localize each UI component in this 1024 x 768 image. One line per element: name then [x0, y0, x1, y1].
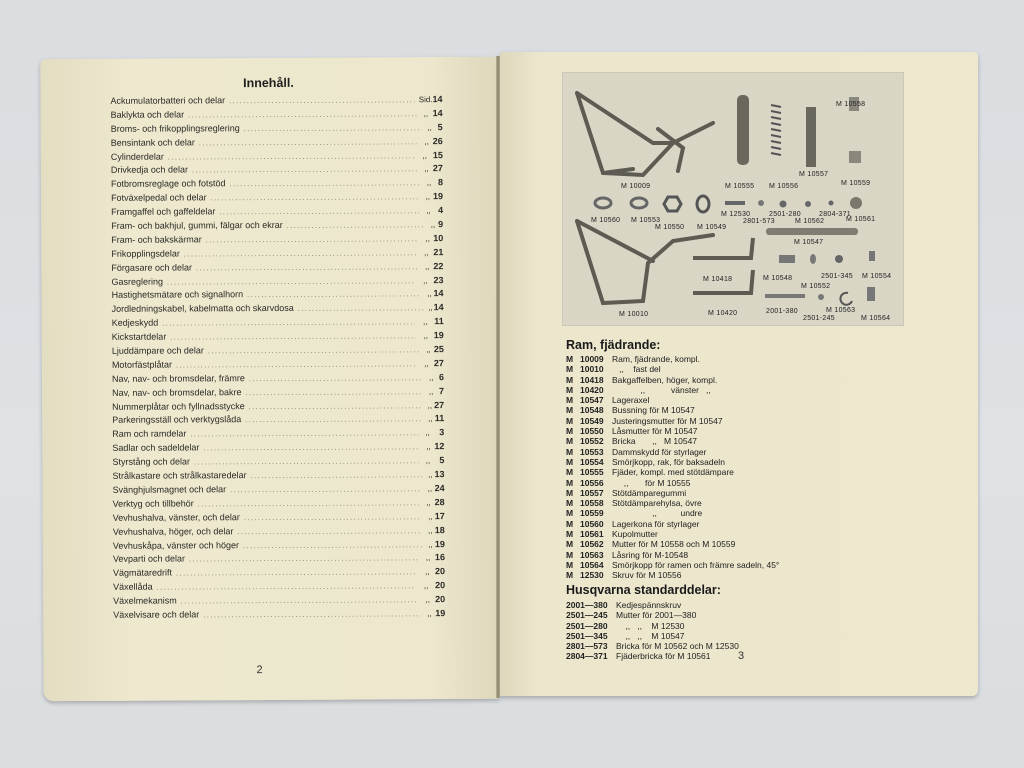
toc-entry-label: Framgaffel och gaffeldelar: [111, 206, 216, 217]
leader-dots: [230, 486, 421, 494]
leader-dots: [184, 250, 417, 258]
standard-part-code: 2501—280: [566, 620, 608, 631]
toc-entry-page: 14: [433, 302, 444, 313]
part-description: ,, för M 10555: [612, 477, 691, 488]
part-number: 10009: [580, 354, 604, 364]
part-prefix: M: [566, 477, 574, 488]
part-number: 10562: [580, 539, 604, 550]
toc-entry-label: Växellåda: [113, 581, 153, 592]
part-prefix: M: [566, 415, 574, 426]
toc-entry-page: 23: [433, 274, 444, 285]
part-label: M 10010: [619, 311, 649, 318]
part-label: 2801-573: [743, 218, 775, 225]
leader-dots: [157, 583, 416, 591]
part-label: M 12530: [721, 211, 751, 218]
part-label: M 10550: [655, 224, 685, 231]
part-label: M 10009: [621, 183, 651, 190]
toc-entry-page: 19: [433, 330, 444, 341]
part-row: [566, 426, 779, 436]
leader-dots: [245, 417, 422, 425]
page-number-left: 2: [256, 664, 263, 677]
part-prefix: M: [566, 374, 574, 385]
standard-part-row: [566, 610, 739, 620]
part-description: Smörjkopp för ramen och främre sadeln, 45°: [612, 559, 780, 570]
part-description: Stötdämparehylsa, övre: [612, 498, 702, 509]
toc-entry: [113, 608, 445, 624]
standard-part-code: 2501—245: [566, 610, 608, 621]
leader-dots: [203, 444, 419, 452]
part-number: 10547: [580, 395, 604, 406]
part-label: M 10564: [861, 315, 891, 322]
parts-list-frame: [566, 354, 779, 581]
toc-entry-label: Ljuddämpare och delar: [111, 345, 204, 356]
leader-dots: [211, 194, 419, 202]
leader-dots: [168, 153, 415, 161]
toc-entry-page: 8: [437, 177, 444, 188]
part-description: Smörjkopp, rak, för baksadeln: [612, 456, 725, 467]
part-row: [566, 508, 779, 518]
toc-entry-page: 14: [433, 288, 444, 299]
leader-dots: [199, 139, 418, 147]
toc-entry-page: 27: [432, 163, 443, 174]
part-prefix: M: [566, 436, 574, 447]
parts-list-standard: [566, 600, 739, 662]
part-number: 10560: [580, 518, 604, 529]
frame-drawing-icon: [563, 73, 903, 325]
leader-dots: [170, 333, 416, 341]
standard-part-row: [566, 600, 739, 610]
toc-sid-marker: ,,: [427, 122, 432, 132]
standard-part-row: [566, 641, 739, 651]
standard-part-row: [566, 651, 739, 661]
toc-sid-marker: ,,: [422, 317, 428, 327]
toc-entry-label: Vevhushalva, vänster, och delar: [112, 511, 240, 523]
toc-entry-label: Fram- och bakskärmar: [111, 234, 202, 245]
part-description: Mutter för M 10558 och M 10559: [612, 539, 736, 550]
part-prefix: M: [566, 384, 574, 395]
part-prefix: M: [566, 364, 574, 375]
part-description: Lagerkona för styrlager: [612, 518, 700, 529]
part-label: M 10563: [826, 307, 856, 314]
part-label: M 10559: [841, 180, 871, 187]
part-row: [566, 364, 779, 374]
part-prefix: M: [566, 446, 574, 457]
toc-entry-page: 26: [432, 135, 443, 146]
part-label: M 10560: [591, 217, 621, 224]
part-prefix: M: [566, 487, 574, 498]
toc-entry-page: 27: [433, 358, 444, 369]
toc-entry-page: 12: [434, 441, 445, 452]
standard-part-description: ,, ,, M 10547: [616, 630, 685, 641]
leader-dots: [287, 222, 426, 230]
part-label: 2501-245: [803, 315, 835, 322]
toc-entry-page: 22: [433, 260, 444, 271]
page-number-right: 3: [738, 650, 745, 662]
part-row: [566, 375, 779, 385]
toc-sid-marker: ,,: [428, 414, 433, 424]
part-number: 10548: [580, 405, 604, 416]
part-row: [566, 436, 779, 446]
part-label: 2804-371: [819, 211, 851, 218]
part-prefix: M: [566, 549, 574, 560]
part-description: Stötdämparegummi: [612, 487, 687, 498]
toc-sid-marker: ,,: [426, 497, 431, 508]
toc-entry-page: 14: [432, 94, 443, 105]
standard-part-code: 2804—371: [566, 651, 608, 662]
leader-dots: [244, 125, 422, 133]
toc-entry-label: Kedjeskydd: [111, 317, 159, 329]
part-row: [566, 498, 779, 508]
toc-entry-page: 15: [432, 149, 443, 160]
toc-sid-marker: ,,: [424, 247, 429, 257]
toc-sid-marker: ,,: [425, 234, 430, 244]
part-number: 10010: [580, 364, 604, 375]
toc-entry-label: Fotbromsreglage och fotstöd: [110, 178, 226, 190]
leader-dots: [229, 97, 415, 105]
toc-entry-page: 11: [434, 413, 445, 424]
part-label: 2501-280: [769, 211, 801, 218]
part-label: M 10556: [769, 183, 799, 190]
leader-dots: [162, 319, 415, 327]
leader-dots: [251, 472, 423, 480]
toc-entry-label: Svänghjulsmagnet och delar: [112, 484, 227, 495]
part-prefix: M: [566, 518, 574, 529]
leader-dots: [198, 500, 419, 508]
part-description: Bakgaffelben, höger, kompl.: [612, 374, 718, 385]
section-title-frame: Ram, fjädrande:: [566, 338, 661, 352]
standard-part-description: Mutter för 2001—380: [616, 610, 697, 621]
toc-entry-page: 9: [438, 219, 444, 230]
part-prefix: M: [566, 405, 574, 416]
toc-sid-marker: ,,: [425, 567, 430, 577]
leader-dots: [219, 208, 419, 216]
toc-entry-label: Kickstartdelar: [111, 331, 167, 342]
toc-sid-marker: ,,: [428, 511, 433, 521]
toc-entry-label: Ackumulatorbatteri och delar: [110, 95, 226, 106]
part-description: ,, undre: [612, 508, 703, 519]
toc-sid-marker: ,,: [427, 400, 433, 410]
part-label: M 10555: [725, 183, 755, 190]
part-description: Bricka ,, M 10547: [612, 436, 698, 447]
leader-dots: [176, 361, 417, 369]
toc-entry-label: Sadlar och sadeldelar: [112, 442, 200, 454]
standard-part-code: 2501—345: [566, 630, 608, 641]
toc-entry-label: Frikopplingsdelar: [111, 248, 180, 259]
part-label: M 10548: [763, 275, 793, 282]
part-label: M 10418: [703, 276, 733, 283]
leader-dots: [203, 611, 420, 619]
part-number: 10564: [580, 559, 604, 570]
part-prefix: M: [566, 559, 574, 570]
toc-entry-page: 19: [434, 538, 445, 549]
standard-part-description: Fjäderbricka för M 10561: [616, 651, 711, 662]
toc-entry-label: Fotväxelpedal och delar: [111, 192, 207, 204]
standard-part-code: 2801—573: [566, 641, 608, 652]
part-label: M 10558: [836, 101, 866, 108]
toc-entry-label: Gasreglering: [111, 276, 164, 287]
leader-dots: [196, 264, 418, 272]
leader-dots: [188, 111, 416, 119]
toc-entry-label: Motorfästplåtar: [111, 359, 172, 370]
part-row: [566, 467, 779, 477]
leader-dots: [194, 458, 419, 466]
right-page: [500, 52, 978, 696]
leader-dots: [190, 431, 418, 439]
toc-sid-marker: ,,: [426, 178, 432, 188]
toc-sid-marker: ,,: [423, 581, 429, 591]
part-number: 10549: [580, 415, 604, 426]
part-description: Lageraxel: [612, 395, 650, 406]
part-number: 10550: [580, 426, 604, 437]
toc-entry-label: Förgasare och delar: [111, 262, 192, 273]
part-number: 10563: [580, 549, 604, 560]
leader-dots: [230, 181, 421, 189]
toc-entry-page: 19: [435, 608, 446, 619]
part-description: ,, vänster ,,: [612, 384, 711, 395]
toc-sid-marker: ,,: [426, 442, 431, 452]
leader-dots: [249, 375, 423, 383]
part-label: M 10561: [846, 216, 876, 223]
toc-sid-marker: ,,: [423, 275, 428, 285]
leader-dots: [176, 570, 417, 578]
toc-sid-marker: ,,: [428, 303, 433, 313]
part-label: 2501-345: [821, 273, 853, 280]
part-number: 10554: [580, 456, 604, 467]
part-label: M 10562: [795, 218, 825, 225]
toc-entry-page: 18: [434, 524, 445, 535]
part-row: [566, 416, 779, 426]
part-prefix: M: [566, 570, 574, 581]
toc-sid-marker: ,,: [427, 289, 432, 299]
part-number: 10418: [580, 374, 604, 385]
leader-dots: [206, 236, 419, 244]
toc-sid-marker: ,,: [425, 595, 431, 605]
leader-dots: [208, 347, 419, 355]
part-description: Bussning för M 10547: [612, 405, 695, 416]
toc-entry-label: Strålkastare och strålkastaredelar: [112, 470, 247, 481]
toc-sid-marker: ,,: [430, 220, 436, 230]
toc-entry-page: 27: [434, 399, 445, 410]
leader-dots: [189, 556, 419, 564]
standard-part-code: 2001—380: [566, 600, 608, 610]
part-label: M 10547: [794, 239, 824, 246]
part-description: Kupolmutter: [612, 529, 658, 540]
toc-entry-page: 19: [433, 191, 444, 202]
toc-entry-label: Styrstång och delar: [112, 456, 191, 467]
toc-sid-marker: ,,: [424, 164, 429, 174]
part-label: M 10554: [862, 273, 892, 280]
leader-dots: [192, 167, 417, 175]
part-prefix: M: [566, 395, 574, 406]
toc-entry-label: Vevhuskåpa, vänster och höger: [112, 539, 239, 551]
toc-entry-page: 5: [439, 455, 445, 466]
toc-sid-marker: ,,: [428, 470, 433, 480]
toc-entry-page: 3: [439, 427, 445, 438]
toc-entry-label: Växelmekanism: [113, 595, 177, 606]
toc-sid-marker: ,,: [427, 609, 432, 619]
part-row: [566, 478, 779, 488]
toc-entry-label: Växelvisare och delar: [113, 609, 200, 620]
part-row: [566, 457, 779, 467]
toc-sid-marker: ,,: [426, 206, 431, 216]
leader-dots: [249, 403, 422, 411]
parts-illustration: [562, 72, 904, 326]
toc-entry-label: Nav, nav- och bromsdelar, bakre: [112, 386, 242, 398]
standard-part-description: Bricka för M 10562 och M 12530: [616, 641, 739, 652]
toc-entry-label: Cylinderdelar: [110, 151, 164, 162]
part-number: 10558: [580, 498, 604, 509]
toc-sid-marker: ,,: [424, 261, 430, 271]
part-label: M 10552: [801, 283, 831, 290]
toc-entry-page: 11: [434, 316, 444, 327]
left-page: [40, 57, 499, 701]
toc-entry-page: 24: [434, 483, 445, 494]
toc-entry-label: Baklykta och delar: [110, 109, 185, 120]
part-description: Låsring för M-10548: [612, 549, 689, 560]
toc-sid-marker: ,,: [425, 553, 431, 563]
part-row: [566, 519, 779, 529]
toc-sid-marker: ,,: [427, 484, 433, 494]
toc-entry-label: Verktyg och tillbehör: [112, 498, 194, 509]
part-prefix: M: [566, 426, 574, 437]
section-title-standard-parts: Husqvarna standarddelar:: [566, 583, 721, 597]
part-label: M 10557: [799, 171, 829, 178]
toc-entry-page: 7: [439, 385, 445, 396]
part-number: 10556: [580, 477, 604, 488]
part-prefix: M: [566, 456, 574, 467]
toc-entry-page: 13: [434, 469, 445, 480]
part-row: [566, 570, 779, 580]
part-label: M 10549: [697, 224, 727, 231]
standard-part-row: [566, 631, 739, 641]
part-row: [566, 529, 779, 539]
part-number: 12530: [580, 570, 604, 581]
part-row: [566, 550, 779, 560]
part-row: [566, 488, 779, 498]
leader-dots: [247, 292, 421, 300]
toc-sid-marker: ,,: [428, 386, 434, 396]
table-of-contents: [111, 94, 446, 624]
leader-dots: [167, 278, 415, 286]
part-description: Dammskydd för styrlager: [612, 446, 707, 457]
leader-dots: [298, 306, 424, 314]
part-prefix: M: [566, 354, 574, 364]
toc-entry-page: 25: [433, 344, 444, 355]
toc-entry-page: 28: [434, 496, 445, 507]
toc-entry-label: Vevparti och delar: [112, 553, 186, 565]
part-description: Fjäder, kompl. med stötdämpare: [612, 467, 734, 478]
part-description: ,, fast del: [612, 364, 661, 375]
toc-entry-label: Hastighetsmätare och signalhorn: [111, 289, 244, 301]
part-row: [566, 447, 779, 457]
leader-dots: [237, 528, 421, 536]
part-prefix: M: [566, 467, 574, 478]
toc-sid-marker: ,,: [424, 136, 429, 146]
part-prefix: M: [566, 508, 574, 519]
part-row: [566, 385, 779, 395]
part-number: 10561: [580, 529, 604, 540]
toc-sid-marker: ,,: [425, 456, 431, 466]
part-number: 10552: [580, 436, 604, 447]
leader-dots: [181, 597, 418, 605]
toc-entry-label: Ram och ramdelar: [112, 428, 187, 440]
toc-entry-label: Nav, nav- och bromsdelar, främre: [111, 372, 245, 384]
toc-sid-marker: Sid.: [418, 95, 433, 105]
standard-part-description: ,, ,, M 12530: [616, 620, 685, 631]
toc-entry-page: 20: [435, 580, 446, 591]
toc-entry-page: 5: [437, 121, 443, 132]
leader-dots: [245, 389, 422, 397]
part-label: 2001-380: [766, 308, 798, 315]
toc-entry-page: 21: [433, 246, 444, 257]
toc-entry-page: 20: [434, 566, 446, 577]
part-label: M 10553: [631, 217, 661, 224]
part-row: [566, 560, 779, 570]
toc-sid-marker: ,,: [428, 525, 433, 535]
toc-entry-page: 6: [438, 371, 445, 382]
toc-entry-label: Parkeringsställ och verktygslåda: [112, 414, 242, 426]
toc-entry-label: Nummerplåtar och fyllnadsstycke: [112, 400, 245, 412]
part-description: Justeringsmutter för M 10547: [612, 415, 723, 426]
toc-sid-marker: ,,: [422, 150, 427, 160]
standard-part-description: Kedjespännskruv: [616, 600, 682, 610]
toc-entry-page: 14: [432, 107, 443, 119]
part-prefix: M: [566, 539, 574, 550]
toc-sid-marker: ,,: [423, 331, 429, 341]
toc-entry-label: Vevhushalva, höger, och delar: [112, 525, 234, 537]
leader-dots: [243, 542, 422, 550]
part-number: 10555: [580, 467, 604, 478]
toc-entry-page: 20: [435, 594, 446, 605]
part-prefix: M: [566, 498, 574, 509]
toc-sid-marker: ,,: [428, 372, 434, 382]
toc-entry-label: Drivkedja och delar: [110, 164, 188, 176]
toc-entry-page: 17: [434, 510, 445, 521]
toc-sid-marker: ,,: [423, 109, 429, 119]
leader-dots: [244, 514, 422, 522]
toc-title: Innehåll.: [243, 75, 294, 91]
toc-sid-marker: ,,: [426, 345, 431, 355]
toc-entry-label: Fram- och bakhjul, gummi, fälgar och ekrar: [111, 219, 283, 231]
part-row: [566, 354, 779, 364]
part-row: [566, 539, 779, 549]
toc-sid-marker: ,,: [424, 359, 429, 369]
part-label: M 10420: [708, 310, 738, 317]
toc-sid-marker: ,,: [425, 192, 431, 202]
toc-entry-page: 10: [433, 232, 444, 244]
toc-entry-page: 16: [434, 552, 445, 563]
part-number: 10420: [580, 384, 604, 395]
toc-entry-page: 4: [438, 205, 444, 216]
toc-entry-label: Jordledningskabel, kabelmatta och skarvdosa: [111, 303, 294, 315]
part-description: Ram, fjädrande, kompl.: [612, 354, 700, 364]
toc-entry-label: Vägmätaredrift: [112, 567, 173, 579]
part-row: [566, 405, 779, 415]
part-number: 10559: [580, 508, 604, 519]
toc-entry-label: Broms- och frikopplingsreglering: [110, 122, 240, 134]
standard-part-row: [566, 621, 739, 631]
toc-entry-label: Bensintank och delar: [110, 137, 195, 148]
part-description: Skruv för M 10556: [612, 570, 682, 581]
part-prefix: M: [566, 529, 574, 540]
part-number: 10557: [580, 487, 604, 498]
part-row: [566, 395, 779, 405]
toc-sid-marker: ,,: [425, 428, 430, 438]
part-number: 10553: [580, 446, 604, 457]
part-description: Låsmutter för M 10547: [612, 426, 698, 437]
toc-sid-marker: ,,: [428, 539, 433, 549]
